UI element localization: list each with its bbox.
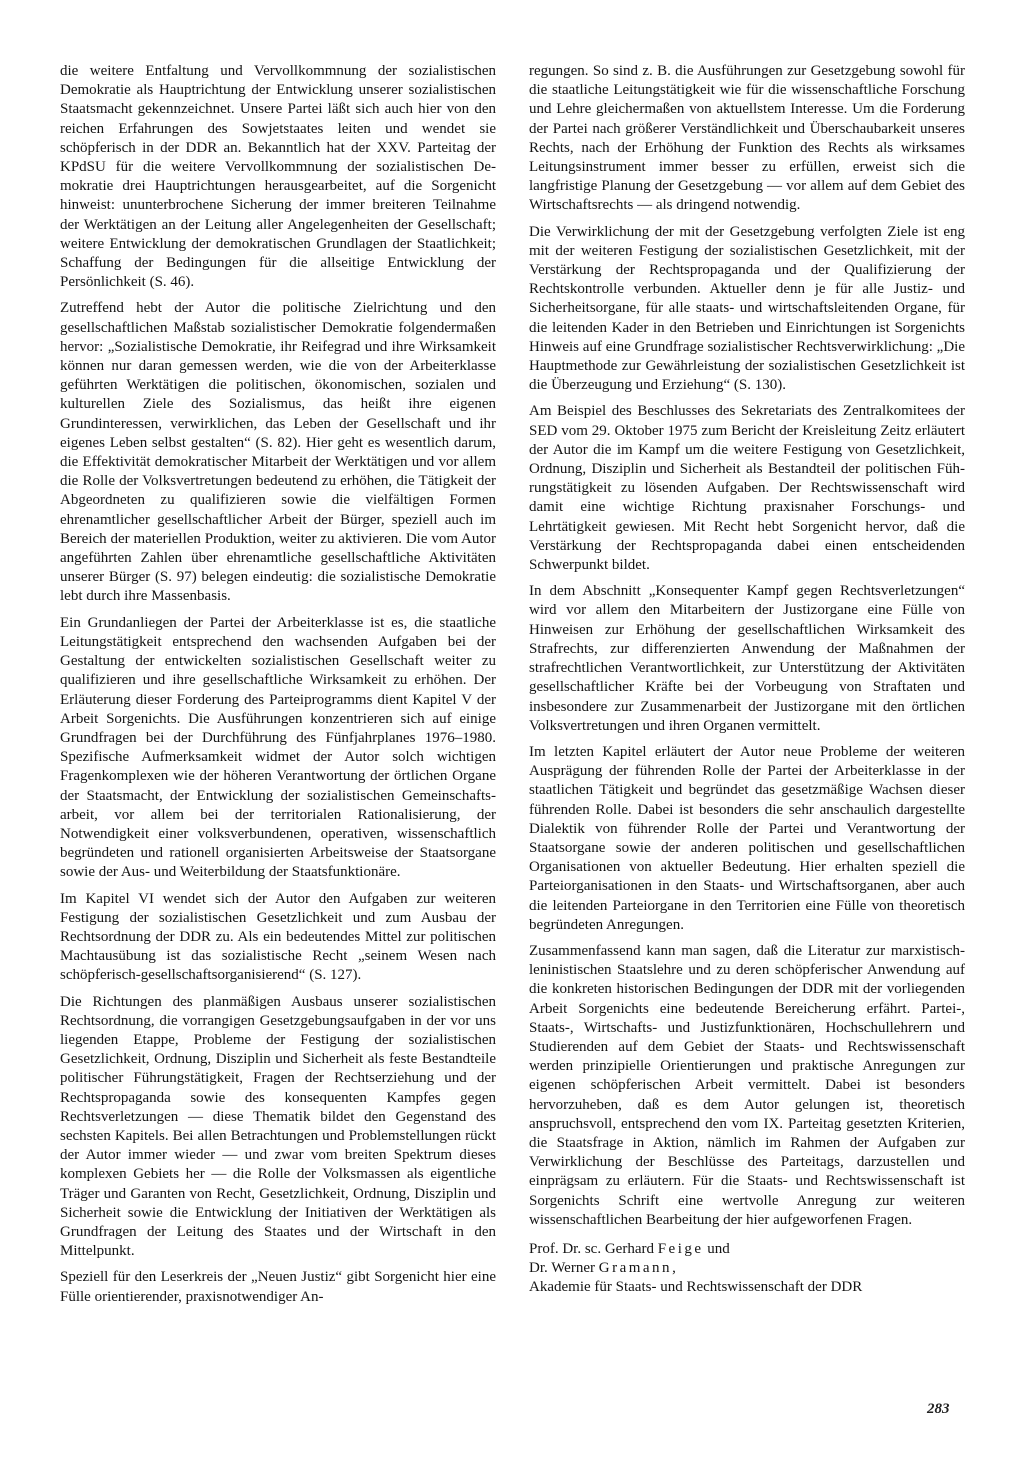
paragraph: Im Kapitel VI wendet sich der Autor den Aufgaben zur weiteren Festigung der sozialistischen Gesetzlichkeit und zum Ausbau der Rechtsordnung der DDR zu. Als ein bedeutendes Mittel zur politischen Machtausübung ist das sozialistische Recht „seinem Wesen nach schöpferisch-gesellschaftsorganisierend“ (S. 127). [60, 890, 496, 984]
paragraph: Im letzten Kapitel erläutert der Autor neue Probleme der weiteren Ausprägung der führenden Rolle der Partei der Arbeiterklasse in der staatlichen Tätigkeit und begründet das gesetzmäßige Wachsen dieser führenden Rolle. Dabei ist besonders die sehr anschaulich dargestellte Dialektik von führender Rolle der Partei und Verantwortung der Staatsorgane sowie der anderen politischen und gesellschaftlichen Organisationen von aktueller Bedeutung. Hier erhalten speziell die Parteiorganisationen in den Staats- und Wirtschaftsorganen, aber auch die leitenden Parteiorgane in den Territorien eine Fülle von theoretisch begründeten Anregungen. [529, 743, 965, 933]
paragraph: Zutreffend hebt der Autor die politische Zielrichtung und den gesellschaftlichen Maßstab sozialistischer Demokratie folgendermaßen hervor: „Sozialistische Demokratie, ihr Reifegrad und ihre Wirksamkeit können nur daran gemessen werden, wie die von der Arbeiterklasse geführten Werktätigen die politischen, ökonomischen, sozialen und kulturellen Ziele des Sozialismus, das heißt ihre eigenen Grundinteressen, verwirklichen, das Leben der Gesellschaft und ihr eigenes Leben selbst gestalten“ (S. 82). Hier geht es wesentlich darum, die Effektivität demokratischer Mitarbeit der Werktätigen und vor allem die Rolle der Volksvertretungen bedeutend zu erhöhen, die Tätigkeit der Abgeordneten zu qualifizieren sowie die vielfältigen Formen ehrenamtlicher gesellschaftlicher Arbeit der Bürger, speziell auch im Bereich der materiellen Produktion, weiter zu aktivieren. Die vom Autor angeführten Zahlen über ehrenamtliche gesellschaftliche Aktivitäten unserer Bürger (S. 97) belegen eindeutig: die sozialistische Demokratie lebt durch ihre Massenbasis. [60, 300, 496, 605]
paragraph: Speziell für den Leserkreis der „Neuen Justiz“ gibt Sorgenicht hier eine Fülle orientierender, praxisnotwendiger An- [60, 1269, 496, 1305]
paragraph: Ein Grundanliegen der Partei der Arbeiterklasse ist es, die staatliche Leitungstätigkeit entsprechend den wachsenden Aufgaben bei der Gestaltung der entwickelten sozialistischen Gesellschaft weiter zu qualifizieren und ihre gesellschaftliche Wirksamkeit zu erhöhen. Der Erläuterung dieser Forderung des Parteiprogramms dient Kapitel V der Arbeit Sorgenichts. Die Ausführungen konzentrieren sich auf einige Grundfragen bei der Durchführung des Fünfjahrplanes 1976–1980. Spezifische Aufmerksamkeit widmet der Autor solch wichtigen Fragenkomplexen wie der höheren Verantwortung der örtlichen Organe der Staatsmacht, der Entwicklung der sozialistischen Gemeinschaftsarbeit, vor allem bei der territorialen Rationalisierung, der Notwendigkeit einer volksverbundenen, operativen, wissenschaftlich begründeten und rationell organisierten Arbeitsweise der Staatsorgane sowie der Aus- und Weiterbildung der Staatsfunktionäre. [60, 614, 496, 881]
signature-prefix: Prof. Dr. sc. Gerhard [529, 1240, 658, 1257]
paragraph: die weitere Entfaltung und Vervollkommnung der sozialistischen Demokratie als Hauptrichtung der Entwicklung unserer sozialistischen Staatsmacht gekennzeichnet. Unsere Partei läßt sich auch hier von den reichen Erfahrungen des Sowjetstaates leiten und wendet sie schöpferisch in der DDR an. Bekanntlich hat der XXV. Parteitag der KPdSU für die weitere Vervollkommnung der sozialistischen Demokratie drei Hauptrichtungen herausgearbeitet, auf die Sorgenicht hinweist: ununterbrochene Sicherung der immer breiteren Teilnahme der Werktätigen an der Leitung aller Angelegenheiten der Gesellschaft; weitere Entwicklung der demokratischen Grundlagen der Staatlichkeit; Schaffung der Bedingungen für die allseitige Entwicklung der Persönlichkeit (S. 46). [60, 63, 496, 291]
signature-suffix: und [703, 1240, 730, 1257]
signature-prefix: Dr. Werner [529, 1260, 599, 1277]
paragraph: Zusammenfassend kann man sagen, daß die Literatur zur marxistisch-leninistischen Staatslehre und zu deren schöpferischer Anwendung auf die konkreten historischen Bedingungen der DDR mit der vorliegenden Arbeit Sorgenichts eine bedeutende Bereicherung erfährt. Partei-, Staats-, Wirtschafts- und Justizfunktionären, Hochschullehrern und Studierenden auf dem Gebiet der Staats- und Rechtswissenschaft werden prinzipielle Orientierungen und praktische Anregungen zur eigenen schöpferischen Arbeit vermittelt. Dabei ist besonders hervorzuheben, daß es dem Autor gelungen ist, theoretisch anspruchsvoll, entsprechend den vom IX. Parteitag gesetzten Kriterien, die Staatsfrage in Aktion, nämlich im Rahmen der Aufgaben zur Verwirklichung der Beschlüsse des Parteitags, darzustellen und einprägsam zu erläutern. Für die Staats- und Rechtswissenschaft ist Sorgenichts Schrift eine wertvolle Anregung zur weiteren wissenschaftlichen Bearbeitung der hier aufgeworfenen Fragen. [529, 942, 965, 1228]
paragraph: In dem Abschnitt „Konsequenter Kampf gegen Rechtsverletzungen“ wird vor allem den Mitarbeitern der Justizorgane eine Fülle von Hinweisen zur Erhöhung der gesellschaftlichen Wirksamkeit des Strafrechts, zur differenzierten Anwendung der Maßnahmen der strafrechtlichen Verantwortlichkeit, zur Unterstützung der Aktivitäten gesellschaftlicher Kräfte bei der Vorbeugung von Straftaten und insbesondere zur Zusammenarbeit der Justizorgane mit den örtlichen Volksvertretungen und ihren Organen vermittelt. [529, 583, 965, 734]
signature-affiliation: Akademie für Staats- und Rechtswissenschaft der DDR [529, 1279, 863, 1296]
signature-line-2 [529, 1259, 965, 1278]
author-name-feige: Feige [657, 1240, 704, 1257]
author-name-gramann: Gramann [598, 1260, 673, 1277]
paragraph: Die Verwirklichung der mit der Gesetzgebung verfolgten Ziele ist eng mit der weiteren Festigung der sozialistischen Gesetzlichkeit, mit der Verstärkung der Rechtspropaganda und der Qualifizierung der Rechtskontrolle verbunden. Aktueller denn je für alle Justiz- und Sicherheitsorgane, für alle staats- und wirtschaftsleitenden Organe, für die leitenden Kader in den Betrieben und Einrichtungen ist Sorgenichts Hinweis auf eine Grundfrage sozialistischer Rechtsverwirklichung: „Die Hauptmethode zur Gewährleistung der sozialistischen Gesetzlichkeit ist die Überzeugung und Erziehung“ (S. 130). [529, 223, 965, 394]
left-column [60, 62, 496, 1397]
paragraph: regungen. So sind z. B. die Ausführungen zur Gesetzgebung sowohl für die staatliche Leitungstätigkeit wie für die wissenschaftliche Forschung und Lehre gleichermaßen von aktuellstem Interesse. Um die Forderung der Partei nach größerer Verständlichkeit und Überschaubarkeit unseres Rechts, nach der Erhöhung der Funktion des Rechts als wirksames Leitungsinstrument immer besser zu erfüllen, erweist sich die langfristige Planung der Gesetzgebung — vor allem auf dem Gebiet des Wirtschaftsrechts — als dringend notwendig. [529, 63, 965, 214]
paragraph: Die Richtungen des planmäßigen Ausbaus unserer sozialistischen Rechtsordnung, die vorrangigen Gesetzgebungsaufgaben in der vor uns liegenden Etappe, Probleme der Festigung der sozialistischen Gesetzlichkeit, Ordnung, Disziplin und Sicherheit als feste Bestandteile politischer Führungstätigkeit, Fragen der Rechtserziehung und der Rechtspropaganda sowie des konsequenten Kampfes gegen Rechtsverletzungen — diese Thematik bildet den Gegenstand des sechsten Kapitels. Bei allen Betrachtungen und Problemstellungen rückt der Autor immer wieder — und zwar vom breiten Spektrum dieses komplexen Gebiets her — die Rolle der Volksmassen als eigentliche Träger und Garanten von Recht, Gesetzlichkeit, Ordnung, Disziplin und Sicherheit sowie die Entwicklung der Initiativen der Werktätigen als Grundfragen der Leitung des Staates und der Wirtschaft in den Mittelpunkt. [60, 993, 496, 1260]
signature-suffix: , [672, 1260, 676, 1277]
right-column [529, 62, 965, 1397]
author-signature [529, 1240, 965, 1298]
signature-line-1 [529, 1240, 965, 1259]
page-number: 283 [927, 1401, 950, 1417]
paragraph: Am Beispiel des Beschlusses des Sekretariats des Zentralkomitees der SED vom 29. Oktober 1975 zum Bericht der Kreisleitung Zeitz erläutert der Autor die im Kampf um die weitere Festigung von Gesetzlichkeit, Ordnung, Disziplin und Sicherheit als Bestandteil der politischen Führungstätigkeit zu lösenden Aufgaben. Der Rechtswissenschaft wird damit eine wichtige Richtung praxisnaher Forschungs- und Lehrtätigkeit gewiesen. Mit Recht hebt Sorgenicht hervor, daß die Verstärkung der Rechtspropaganda dabei einen entscheidenden Schwerpunkt bildet. [529, 403, 965, 574]
